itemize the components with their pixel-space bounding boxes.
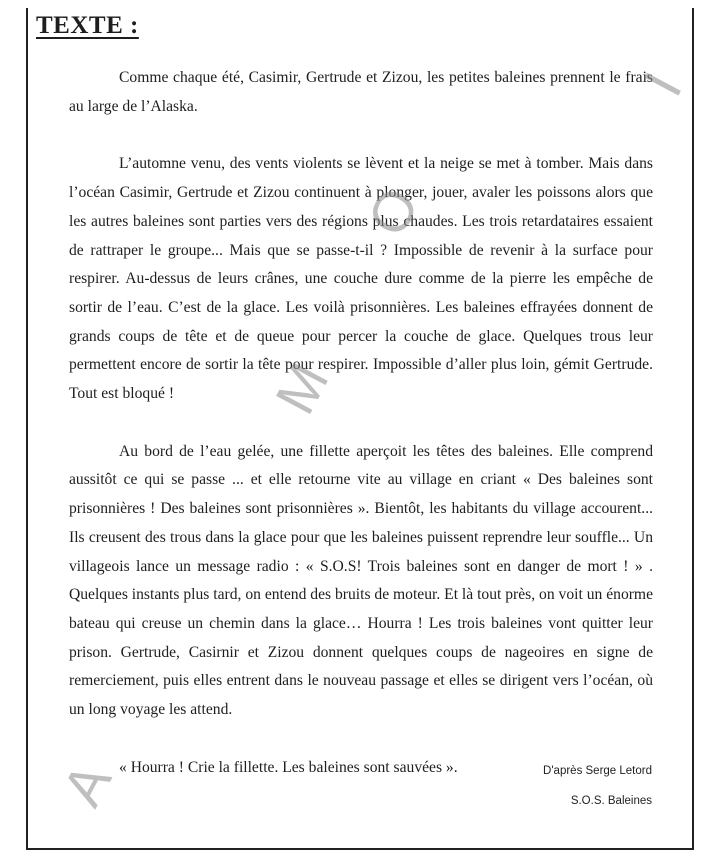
paragraph-1: Comme chaque été, Casimir, Gertrude et Zizou, les petites baleines prennent le frais au large de l’Alaska.	[69, 69, 653, 115]
watermark-letter-a: A	[49, 753, 124, 816]
watermark-letter-i: I	[630, 62, 694, 106]
source-author: D'après Serge Letord	[543, 765, 652, 777]
paragraph-3: Au bord de l’eau gelée, une fillette aperçoit les têtes des baleines. Elle comprend aussitôt ce qui se passe ... et elle retourne vite au village en criant « Des baleines sont prisonnières ! Des baleines sont prisonnières ». Bientôt, les habitants du village accourent... Ils creusent des trous dans la glace pour que les baleines puissent reprendre leur souffle... Un villageois lance un message radio : « S.O.S! Trois baleines sont en danger de mort ! » . Quelques instants plus tard, on entend des bruits de moteur. Et là tout près, on voit un énorme bateau qui creuse un chemin dans la glace… Hourra ! Les trois baleines vont quitter leur prison. Gertrude, Casirnir et Zizou donnent quelques coups de nageoires en signe de remerciement, puis elles entrent dans le nouveau passage et elles se dirigent vers l’océan, où un long voyage les attend.	[69, 442, 653, 719]
paragraph-2: L’automne venu, des vents violents se lèvent et la neige se met à tomber. Mais dans l’océan Casimir, Gertrude et Zizou continuent à plonger, jouer, avaler les poissons alors que les autres baleines sont parties vers des régions plus chaudes. Les trois retardataires essaient de rattraper le groupe... Mais que se passe-t-il ? Impossible de revenir à la surface pour respirer. Au-dessus de leurs crânes, une couche dure comme de la pierre les empêche de sortir de l’eau. C’est de la glace. Les voilà prisonnières. Les baleines effrayées donnent de grands coups de tête et de queue pour percer la couche de glace. Quelques trous leur permettent encore de sortir la tête pour respirer. Impossible d’aller plus loin, gémit Gertrude. Tout est bloqué !	[69, 155, 653, 403]
document-body	[69, 64, 653, 782]
watermark-letter-o: O	[354, 177, 432, 246]
paragraph-4: « Hourra ! Crie la fillette. Les baleines sont sauvées ».	[119, 758, 458, 776]
source-title: S.O.S. Baleines	[570, 795, 652, 807]
watermark-letter-m: M	[262, 352, 341, 424]
document-title: TEXTE :	[36, 12, 139, 39]
